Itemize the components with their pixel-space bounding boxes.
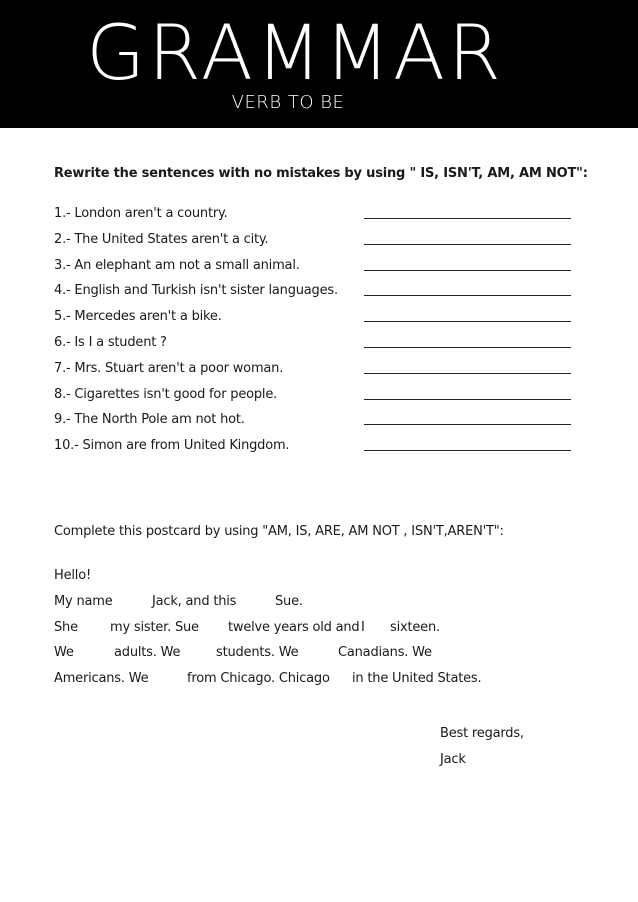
postcard-segment: She (54, 619, 78, 635)
exercise1-item (54, 204, 574, 230)
postcard-segment: Jack, and this (152, 593, 237, 609)
postcard-segment: My name (54, 593, 113, 609)
postcard-line (54, 643, 594, 669)
answer-line (364, 244, 571, 245)
postcard-greeting: Hello! (54, 568, 91, 583)
answer-line (364, 347, 571, 348)
exercise1-sentence: 5.- Mercedes aren't a bike. (54, 309, 222, 325)
exercise1-item (54, 256, 574, 282)
answer-line (364, 450, 571, 451)
exercise1-instruction: Rewrite the sentences with no mistakes by using " IS, ISN'T, AM, AM NOT": (54, 166, 588, 181)
postcard-text (54, 566, 594, 695)
answer-line (364, 270, 571, 271)
answer-line (364, 295, 571, 296)
header-banner (0, 0, 638, 128)
exercise1-sentence: 9.- The North Pole am not hot. (54, 412, 245, 428)
answer-line (364, 373, 571, 374)
exercise1-sentence: 4.- English and Turkish isn't sister languages. (54, 283, 338, 299)
postcard-segment: Canadians. We (338, 645, 432, 661)
exercise1-item (54, 230, 574, 256)
exercise1-sentence: 6.- Is I a student ? (54, 334, 167, 350)
postcard-segment: my sister. Sue (110, 619, 199, 635)
postcard-segment: Sue. (275, 593, 303, 609)
exercise2-instruction: Complete this postcard by using "AM, IS, ARE, AM NOT , ISN'T,AREN'T": (54, 524, 504, 539)
exercise1-sentence: 2.- The United States aren't a city. (54, 231, 269, 247)
postcard-segment: I (361, 619, 365, 635)
exercise1-item (54, 436, 574, 462)
postcard-segment: from Chicago. Chicago (187, 671, 330, 687)
postcard-line (54, 669, 594, 695)
worksheet-title: GRAMMAR (86, 8, 504, 97)
exercise1-item (54, 307, 574, 333)
postcard-segment: sixteen. (390, 619, 440, 635)
postcard-closing: Best regards, (440, 726, 524, 741)
postcard-segment: twelve years old and (228, 619, 360, 635)
exercise1-sentence: 8.- Cigarettes isn't good for people. (54, 386, 278, 402)
exercise1-list (54, 204, 574, 462)
exercise1-item (54, 281, 574, 307)
exercise1-sentence: 1.- London aren't a country. (54, 206, 228, 221)
postcard-segment: We (54, 645, 74, 661)
postcard-line (54, 592, 594, 618)
postcard-greeting-line (54, 566, 594, 592)
postcard-line (54, 618, 594, 644)
postcard-segment: Americans. We (54, 671, 149, 687)
postcard-segment: in the United States. (352, 671, 482, 687)
exercise1-item (54, 385, 574, 411)
exercise1-item (54, 359, 574, 385)
exercise1-item (54, 333, 574, 359)
postcard-segment: students. We (216, 645, 299, 661)
answer-line (364, 218, 571, 219)
exercise1-item (54, 410, 574, 436)
postcard-signature: Jack (440, 752, 466, 767)
exercise1-sentence: 3.- An elephant am not a small animal. (54, 257, 300, 273)
answer-line (364, 424, 571, 425)
answer-line (364, 321, 571, 322)
answer-line (364, 399, 571, 400)
postcard-segment: adults. We (114, 645, 181, 661)
worksheet-subtitle: VERB TO BE (231, 92, 345, 113)
exercise1-sentence: 7.- Mrs. Stuart aren't a poor woman. (54, 360, 284, 376)
exercise1-sentence: 10.- Simon are from United Kingdom. (54, 438, 290, 454)
